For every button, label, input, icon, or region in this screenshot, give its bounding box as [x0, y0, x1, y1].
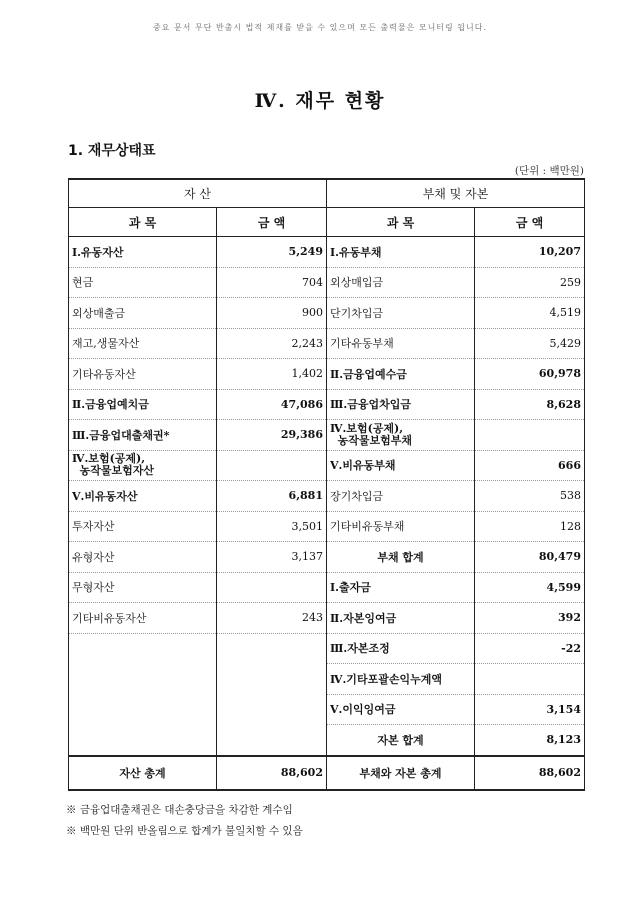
liability-amount: 8,123: [475, 725, 585, 756]
table-subheader-row: [69, 208, 585, 237]
table-row: [69, 298, 585, 329]
col-amount-right: 금 액: [475, 208, 585, 237]
footnotes: [66, 800, 303, 842]
table-row: [69, 359, 585, 390]
liability-amount: 3,154: [475, 694, 585, 725]
total-row: [69, 756, 585, 790]
liability-label: Ⅴ.비유동부채: [327, 450, 475, 481]
table-row: [69, 481, 585, 512]
asset-amount: [217, 694, 327, 725]
asset-amount: [217, 633, 327, 664]
liability-amount: 392: [475, 603, 585, 634]
asset-amount: 6,881: [217, 481, 327, 512]
table-row: [69, 542, 585, 573]
col-subject-right: 과 목: [327, 208, 475, 237]
asset-amount: 3,501: [217, 511, 327, 542]
asset-label: Ⅳ.보험(공제), 농작물보험자산: [69, 450, 217, 481]
asset-label: 외상매출금: [69, 298, 217, 329]
liability-label: Ⅳ.기타포괄손익누계액: [327, 664, 475, 695]
asset-label: Ⅰ.유동자산: [69, 237, 217, 268]
header-liabilities-equity: 부채 및 자본: [327, 179, 585, 208]
asset-amount: [217, 664, 327, 695]
table-row: [69, 420, 585, 451]
asset-amount: 900: [217, 298, 327, 329]
asset-label: 유형자산: [69, 542, 217, 573]
table-row: [69, 237, 585, 268]
liability-amount: 8,628: [475, 389, 585, 420]
liability-label: Ⅳ.보험(공제), 농작물보험부채: [327, 420, 475, 451]
asset-label: 투자자산: [69, 511, 217, 542]
balance-sheet-table: [68, 178, 585, 791]
asset-label: [69, 725, 217, 756]
col-subject-left: 과 목: [69, 208, 217, 237]
liability-amount: 128: [475, 511, 585, 542]
liability-amount: 5,429: [475, 328, 585, 359]
liability-label: Ⅱ.자본잉여금: [327, 603, 475, 634]
liability-amount: 10,207: [475, 237, 585, 268]
asset-label: Ⅲ.금융업대출채권*: [69, 420, 217, 451]
total-liab-equity-amount: 88,602: [475, 756, 585, 790]
table-header-row: [69, 179, 585, 208]
liability-label: Ⅲ.자본조정: [327, 633, 475, 664]
table-row: [69, 328, 585, 359]
asset-amount: 243: [217, 603, 327, 634]
liability-amount: -22: [475, 633, 585, 664]
asset-amount: 2,243: [217, 328, 327, 359]
liability-label: 기타비유동부채: [327, 511, 475, 542]
liability-amount: [475, 664, 585, 695]
liability-amount: [475, 420, 585, 451]
asset-amount: [217, 572, 327, 603]
liability-label: Ⅴ.이익잉여금: [327, 694, 475, 725]
liability-amount: 538: [475, 481, 585, 512]
asset-label: [69, 694, 217, 725]
liability-label: 자본 합계: [327, 725, 475, 756]
asset-label: 무형자산: [69, 572, 217, 603]
asset-amount: 1,402: [217, 359, 327, 390]
watermark-notice: 중요 문서 무단 반출시 법적 제재를 받을 수 있으며 모든 출력물은 모니터링 됩니다.: [152, 23, 488, 32]
liability-amount: 80,479: [475, 542, 585, 573]
liability-label: Ⅰ.유동부채: [327, 237, 475, 268]
asset-amount: 29,386: [217, 420, 327, 451]
table-row: [69, 267, 585, 298]
liability-label: Ⅱ.금융업예수금: [327, 359, 475, 390]
asset-amount: 5,249: [217, 237, 327, 268]
header-assets: 자 산: [69, 179, 327, 208]
asset-label: Ⅱ.금융업예치금: [69, 389, 217, 420]
table-row: [69, 511, 585, 542]
asset-label: 재고,생물자산: [69, 328, 217, 359]
asset-amount: [217, 725, 327, 756]
asset-label: 현금: [69, 267, 217, 298]
asset-label: [69, 664, 217, 695]
table-row: [69, 633, 585, 664]
total-assets-amount: 88,602: [217, 756, 327, 790]
table-row: [69, 450, 585, 481]
liability-label: Ⅲ.금융업차입금: [327, 389, 475, 420]
table-row: [69, 725, 585, 756]
liability-label: 외상매입금: [327, 267, 475, 298]
asset-label: 기타유동자산: [69, 359, 217, 390]
liability-amount: 666: [475, 450, 585, 481]
liability-label: 장기차입금: [327, 481, 475, 512]
asset-label: 기타비유동자산: [69, 603, 217, 634]
table-row: [69, 664, 585, 695]
table-row: [69, 694, 585, 725]
liability-label: 단기차입금: [327, 298, 475, 329]
asset-label: Ⅴ.비유동자산: [69, 481, 217, 512]
asset-amount: 47,086: [217, 389, 327, 420]
asset-amount: [217, 450, 327, 481]
section-title: 1. 재무상태표: [68, 143, 156, 159]
unit-label: (단위 : 백만원): [514, 165, 584, 177]
total-assets-label: 자산 총계: [69, 756, 217, 790]
asset-amount: 3,137: [217, 542, 327, 573]
liability-label: 기타유동부채: [327, 328, 475, 359]
table-row: [69, 603, 585, 634]
table-row: [69, 389, 585, 420]
total-liab-equity-label: 부채와 자본 총계: [327, 756, 475, 790]
footnote-1: ※ 금융업대출채권은 대손충당금을 차감한 계수임: [66, 804, 293, 816]
col-amount-left: 금 액: [217, 208, 327, 237]
liability-label: Ⅰ.출자금: [327, 572, 475, 603]
page-title: Ⅳ. 재무 현황: [254, 90, 386, 112]
footnote-2: ※ 백만원 단위 반올림으로 합계가 불일치할 수 있음: [66, 825, 303, 837]
liability-amount: 4,519: [475, 298, 585, 329]
liability-amount: 4,599: [475, 572, 585, 603]
asset-label: [69, 633, 217, 664]
liability-label: 부채 합계: [327, 542, 475, 573]
table-row: [69, 572, 585, 603]
liability-amount: 259: [475, 267, 585, 298]
asset-amount: 704: [217, 267, 327, 298]
liability-amount: 60,978: [475, 359, 585, 390]
